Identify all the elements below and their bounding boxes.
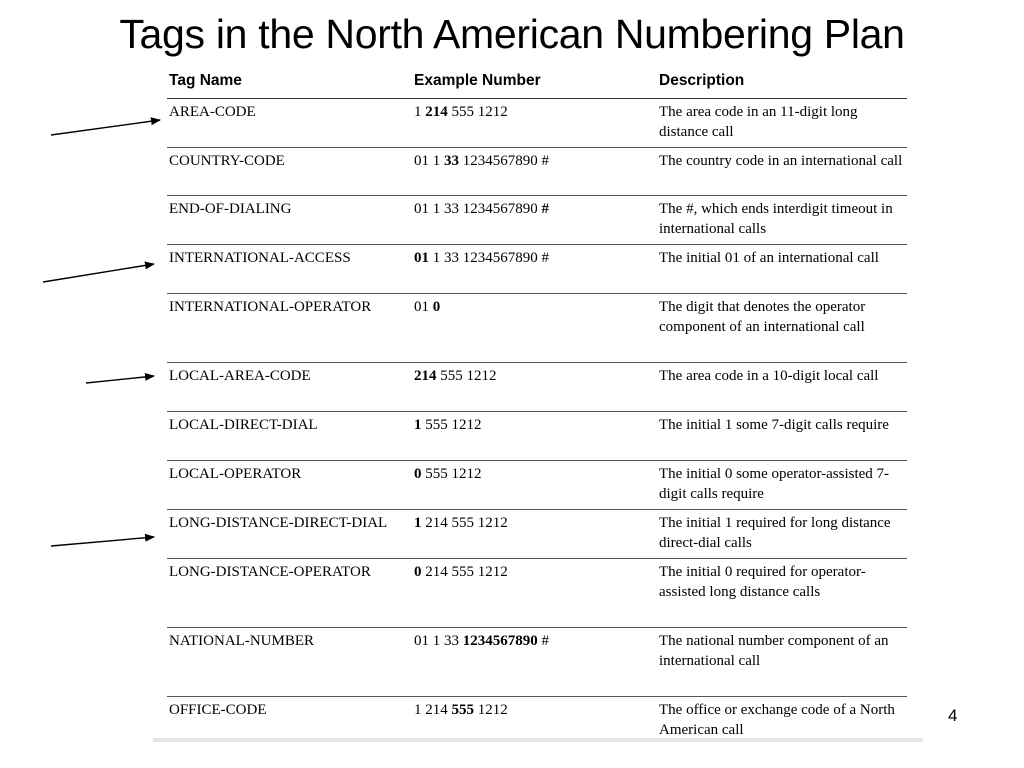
tag-name-cell: NATIONAL-NUMBER — [169, 633, 314, 649]
slide-title: Tags in the North American Numbering Plan — [119, 11, 905, 57]
description-cell: The digit that denotes the operator component of an international call — [659, 299, 866, 335]
highlighted-digits: 01 — [414, 250, 429, 266]
tag-name-cell: LOCAL-AREA-CODE — [169, 368, 311, 384]
tag-name-cell: END-OF-DIALING — [169, 201, 292, 217]
highlighted-digits: 1 — [414, 417, 422, 433]
header-tag-name: Tag Name — [169, 72, 242, 89]
description-cell: The area code in an 11-digit long distance call — [659, 104, 858, 140]
digits: 01 1 33 — [414, 633, 463, 649]
tag-name-cell: LOCAL-DIRECT-DIAL — [169, 417, 318, 433]
tag-name-cell: AREA-CODE — [169, 104, 256, 120]
digits: # — [537, 633, 549, 649]
description-cell: The country code in an international call — [659, 153, 903, 169]
tag-name-cell: INTERNATIONAL-ACCESS — [169, 250, 351, 266]
digits: 1 — [414, 104, 426, 120]
tag-name-cell: OFFICE-CODE — [169, 702, 267, 718]
tag-name-cell: LOCAL-OPERATOR — [169, 466, 302, 482]
description-cell: The initial 0 some operator-assisted 7-digit calls require — [659, 466, 890, 502]
digits: 555 1212 — [421, 417, 482, 433]
digits: 1212 — [474, 702, 508, 718]
description-cell: The initial 1 required for long distance direct-dial calls — [659, 515, 891, 551]
digits: 1 33 1234567890 # — [429, 250, 549, 266]
header-description: Description — [659, 72, 745, 89]
page-number: 4 — [948, 706, 958, 725]
highlighted-digits: 214 — [414, 368, 437, 384]
digits: 01 1 — [414, 153, 444, 169]
header-example-number: Example Number — [414, 72, 541, 89]
description-cell: The national number component of an international call — [659, 633, 889, 669]
arrow-right-icon — [51, 120, 160, 135]
description-cell: The area code in a 10-digit local call — [659, 368, 879, 384]
digits: 214 555 1212 — [421, 515, 508, 531]
digits: 555 1212 — [447, 104, 508, 120]
highlighted-digits: 1 — [414, 515, 422, 531]
highlighted-digits: # — [541, 201, 549, 217]
arrow-right-icon — [43, 264, 154, 282]
arrow-right-icon — [51, 537, 154, 546]
highlighted-digits: 555 — [451, 702, 474, 718]
highlighted-digits: 0 — [432, 299, 441, 315]
highlighted-digits: 0 — [414, 564, 422, 580]
highlighted-digits: 0 — [414, 466, 422, 482]
digits: 555 1212 — [436, 368, 497, 384]
tag-name-cell: INTERNATIONAL-OPERATOR — [169, 299, 372, 315]
digits: 01 1 33 1234567890 — [414, 201, 542, 217]
tag-name-cell: LONG-DISTANCE-DIRECT-DIAL — [169, 515, 388, 531]
digits: 214 555 1212 — [421, 564, 508, 580]
highlighted-digits: 33 — [444, 153, 459, 169]
digits: 1234567890 # — [459, 153, 549, 169]
digits: 555 1212 — [421, 466, 482, 482]
arrow-right-icon — [86, 376, 154, 383]
description-cell: The initial 01 of an international call — [659, 250, 879, 266]
tag-name-cell: COUNTRY-CODE — [169, 153, 285, 169]
description-cell: The initial 0 required for operator-assisted long distance calls — [659, 564, 866, 600]
description-cell: The initial 1 some 7-digit calls require — [659, 417, 889, 433]
description-cell: The office or exchange code of a North American call — [659, 702, 895, 738]
description-cell: The #, which ends interdigit timeout in international calls — [659, 201, 893, 237]
digits: 01 — [414, 299, 433, 315]
highlighted-digits: 1234567890 — [462, 633, 538, 649]
digits: 1 214 — [414, 702, 452, 718]
tag-name-cell: LONG-DISTANCE-OPERATOR — [169, 564, 371, 580]
highlighted-digits: 214 — [425, 104, 448, 120]
